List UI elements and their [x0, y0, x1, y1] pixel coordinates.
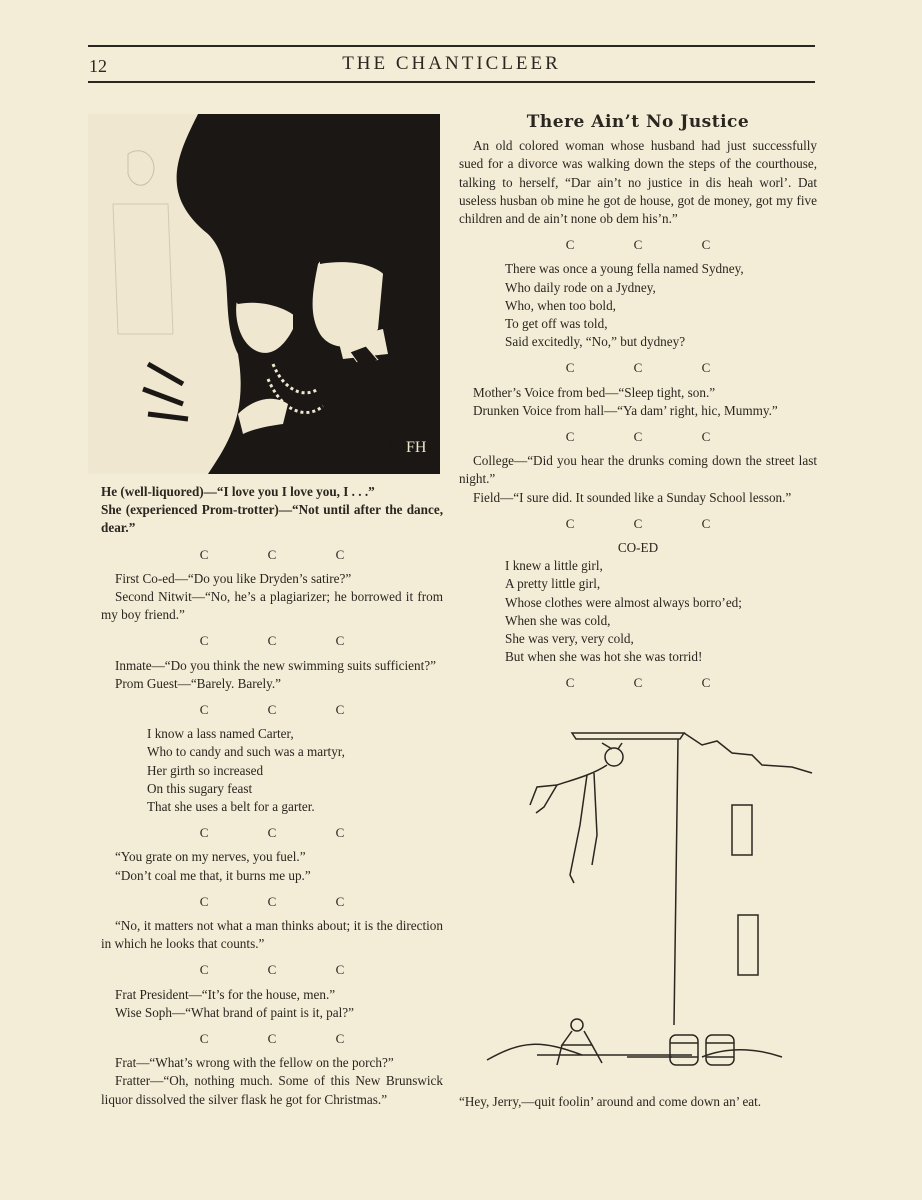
header-top-rule	[88, 45, 815, 47]
joke-line: Mother’s Voice from bed—“Sleep tight, son.”	[473, 384, 716, 400]
joke-line: “No, it matters not what a man thinks about; it is the direction in which he looks that counts.”	[101, 918, 443, 952]
verse-line: Who, when too bold,	[505, 297, 616, 313]
verse-line: Her girth so increased	[147, 762, 264, 778]
limerick-carter	[101, 725, 443, 816]
page-number: 12	[89, 56, 107, 76]
verse-line: There was once a young fella named Sydney,	[505, 261, 744, 277]
left-column	[101, 483, 443, 1109]
caption-line-she: She (experienced Prom-trotter)—“Not until after the dance, dear.”	[101, 502, 443, 536]
joke-line: Second Nitwit—“No, he’s a plagiarizer; he borrowed it from my boy friend.”	[101, 589, 443, 623]
verse-line: When she was cold,	[505, 612, 611, 628]
separator: C C C	[199, 1031, 373, 1047]
verse-line: On this sugary feast	[147, 780, 253, 796]
verse-line: I know a lass named Carter,	[147, 726, 294, 742]
joke-line: First Co-ed—“Do you like Dryden’s satire?”	[115, 570, 352, 586]
caption-line-he: He (well-liquored)—“I love you I love you, I . . .”	[101, 484, 375, 499]
joke-line: Drunken Voice from hall—“Ya dam’ right, hic, Mummy.”	[473, 402, 778, 418]
separator: C C C	[199, 893, 373, 909]
joke-line: “Don’t coal me that, it burns me up.”	[115, 867, 311, 883]
jerry-cartoon	[462, 725, 820, 1087]
separator: C C C	[565, 360, 739, 376]
separator: C C C	[199, 825, 373, 841]
illustrator-signature: FH	[406, 439, 427, 456]
verse-line: A pretty little girl,	[505, 576, 601, 592]
separator: C C C	[565, 237, 739, 253]
joke-line: Field—“I sure did. It sounded like a Sunday School lesson.”	[473, 489, 792, 505]
verse-line: Who daily rode on a Jydney,	[505, 279, 656, 295]
separator: C C C	[565, 515, 739, 531]
verse-line: She was very, very cold,	[505, 631, 634, 647]
joke-line: Prom Guest—“Barely. Barely.”	[115, 675, 282, 691]
limerick-sydney	[459, 260, 817, 351]
cartoon-caption: “Hey, Jerry,—quit foolin’ around and come down an’ eat.	[459, 1094, 762, 1109]
joke-line: Inmate—“Do you think the new swimming suits sufficient?”	[115, 657, 436, 673]
story-paragraph: An old colored woman whose husband had just successfully sued for a divorce was walking down the steps of the courthouse, talking to herself, “Dar ain’t no justice in dis heah worl’. Dat useless husban ob mine he got de house, got de money, got my five children and de ain’t none ob dem his’n.”	[459, 138, 817, 227]
verse-line: Who to candy and such was a martyr,	[147, 744, 345, 760]
joke-line: Frat—“What’s wrong with the fellow on the porch?”	[115, 1055, 394, 1071]
separator: C C C	[199, 702, 373, 718]
joke-line: Fratter—“Oh, nothing much. Some of this New Brunswick liquor dissolved the silver flask he got for Christmas.”	[101, 1073, 443, 1107]
article-headline: There Ain’t No Justice	[526, 112, 750, 132]
separator: C C C	[199, 962, 373, 978]
verse-line: But when she was hot she was torrid!	[505, 649, 703, 665]
joke-line: College—“Did you hear the drunks coming down the street last night.”	[459, 453, 817, 487]
verse-line: Whose clothes were almost always borro’ed;	[505, 594, 742, 610]
separator: C C C	[199, 633, 373, 649]
separator: C C C	[565, 675, 739, 691]
joke-line: Wise Soph—“What brand of paint is it, pal?”	[115, 1004, 354, 1020]
couple-illustration	[88, 114, 440, 474]
magazine-title: THE CHANTICLEER	[342, 53, 561, 74]
verse-line: That she uses a belt for a garter.	[147, 799, 315, 815]
verse-line: Said excitedly, “No,” but dydney?	[505, 334, 686, 350]
poem-coed	[459, 557, 817, 666]
header-bottom-rule	[88, 81, 815, 83]
verse-line: I knew a little girl,	[505, 558, 603, 574]
joke-line: “You grate on my nerves, you fuel.”	[115, 849, 306, 865]
joke-line: Frat President—“It’s for the house, men.”	[115, 986, 336, 1002]
verse-line: To get off was told,	[505, 316, 608, 332]
separator: C C C	[199, 546, 373, 562]
separator: C C C	[565, 429, 739, 445]
poem-title: CO-ED	[617, 540, 659, 556]
right-column	[459, 113, 817, 699]
